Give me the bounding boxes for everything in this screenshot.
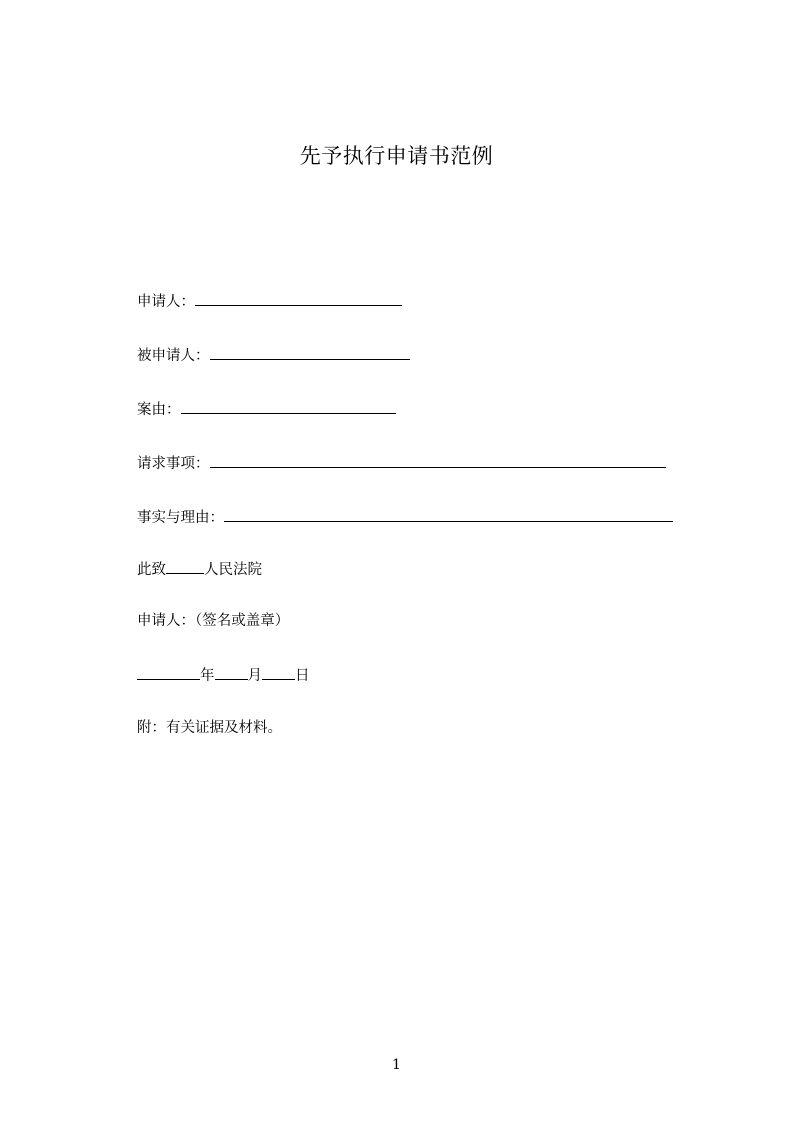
respondent-label: 被申请人：: [137, 348, 210, 364]
year-blank[interactable]: [137, 664, 200, 680]
month-blank[interactable]: [215, 664, 248, 680]
claims-blank[interactable]: [210, 452, 666, 468]
claims-label: 请求事项：: [137, 456, 210, 472]
respondent-row: [137, 344, 410, 366]
facts-blank[interactable]: [224, 506, 673, 522]
date-row: [137, 664, 310, 686]
document-title: 先予执行申请书范例: [299, 144, 494, 168]
year-label: 年: [200, 668, 215, 684]
respondent-blank[interactable]: [210, 344, 410, 360]
day-blank[interactable]: [262, 664, 295, 680]
claims-row: [137, 452, 666, 474]
applicant-blank[interactable]: [195, 290, 402, 306]
court-suffix: 人民法院: [204, 562, 262, 578]
cause-label: 案由：: [137, 402, 181, 418]
court-row: [137, 558, 262, 580]
attachment-row: [137, 718, 282, 738]
applicant-row: [137, 290, 402, 312]
signature-line: 申请人：（签名或盖章）: [137, 613, 290, 629]
cause-blank[interactable]: [181, 398, 396, 414]
facts-label: 事实与理由：: [137, 510, 224, 526]
court-name-blank[interactable]: [166, 558, 204, 574]
attachment-line: 附：有关证据及材料。: [137, 720, 282, 736]
day-label: 日: [295, 668, 310, 684]
page-number: 1: [392, 1057, 401, 1073]
facts-row: [137, 506, 673, 528]
applicant-label: 申请人：: [137, 294, 195, 310]
cause-row: [137, 398, 396, 420]
month-label: 月: [247, 668, 262, 684]
court-prefix: 此致: [137, 562, 166, 578]
signature-row: [137, 611, 289, 631]
